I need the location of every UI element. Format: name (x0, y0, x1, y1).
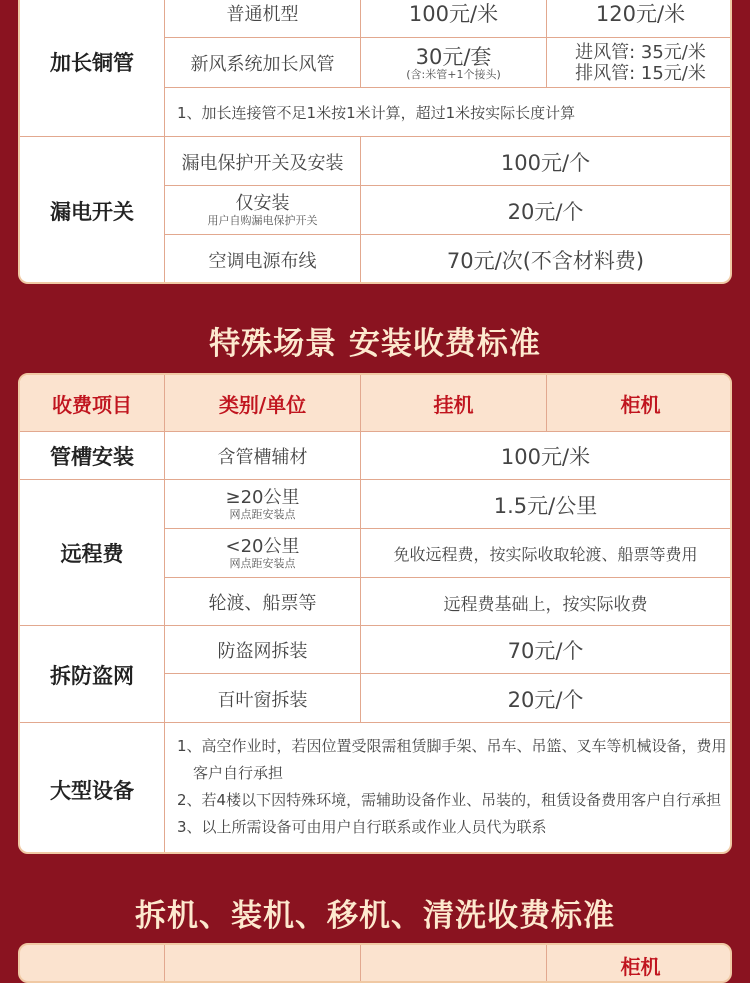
header-item: 收费项目 (52, 392, 132, 417)
table-row (164, 185, 730, 235)
section-title-remove-install: 拆机、装机、移机、清洗收费标准 (135, 898, 615, 934)
table-row (164, 673, 730, 723)
table-row (20, 722, 730, 854)
category-groove: 管槽安装 (50, 445, 134, 469)
category-theft-net: 拆防盗网 (50, 663, 134, 688)
type-label: ≥20公里 (225, 487, 300, 508)
note-line: 2、若4楼以下因特殊环境，需辅助设备作业、吊装的，租赁设备费用客户自行承担 (177, 791, 722, 809)
header-cabinet: 柜机 (546, 375, 732, 431)
price-cell: 20元/个 (360, 186, 730, 235)
type-cell: 含管槽辅材 (164, 432, 360, 480)
type-sublabel: 网点距安装点 (229, 557, 296, 570)
table-row (164, 87, 730, 137)
category-remote: 远程费 (60, 542, 124, 566)
table-row (20, 431, 730, 480)
fresh-price: 30元/套 (415, 44, 492, 69)
type-sublabel: 用户自购漏电保护开关 (207, 214, 318, 227)
type-cell (164, 529, 360, 578)
table-header (20, 375, 730, 431)
extension-fee-table (18, 0, 732, 284)
type-cell: 轮渡、船票等 (164, 578, 360, 626)
type-sublabel: 网点距安装点 (229, 508, 296, 521)
special-scene-fee-table (18, 373, 732, 854)
table-row (164, 234, 730, 284)
intake-duct-price: 进风管: 35元/米 (575, 42, 706, 63)
note-line: 3、以上所需设备可由用户自行联系或作业人员代为联系 (177, 818, 547, 836)
remove-install-fee-table (18, 943, 732, 983)
category-copper: 加长铜管 (50, 51, 134, 75)
header-cabinet: 柜机 (620, 955, 661, 979)
type-cell: 新风系统加长风管 (164, 38, 360, 88)
exhaust-duct-price: 排风管: 15元/米 (575, 63, 706, 84)
table-row (164, 37, 730, 88)
type-cell: 百叶窗拆装 (164, 674, 360, 723)
header-unit: 类别/单位 (164, 375, 360, 431)
type-cell: 空调电源布线 (164, 235, 360, 284)
header-unit (164, 945, 360, 983)
fresh-price-cell (360, 38, 546, 88)
table-row (164, 479, 730, 529)
note-line: 1、高空作业时，若因位置受限需租赁脚手架、吊车、吊篮、叉车等机械设备，费用 (177, 737, 727, 755)
type-label: 仅安装 (235, 193, 290, 214)
equipment-notes (164, 723, 730, 854)
price-cell: 100元/个 (360, 137, 730, 186)
section-title-special: 特殊场景 安装收费标准 (209, 326, 541, 362)
price-cell: 70元/个 (360, 626, 730, 674)
price-cell: 免收远程费，按实际收取轮渡、船票等费用 (360, 529, 730, 578)
price-cell: 100元/米 (360, 432, 730, 480)
price-cell: 70元/次(不含材料费) (360, 235, 730, 284)
table-row (164, 577, 730, 626)
type-cell: 漏电保护开关及安装 (164, 137, 360, 186)
fresh-price-note: (含:米管+1个接头) (406, 67, 501, 81)
price-cell: 1.5元/公里 (360, 480, 730, 529)
table-row (164, 528, 730, 578)
category-breaker: 漏电开关 (50, 200, 134, 224)
table-row (164, 136, 730, 186)
category-equipment: 大型设备 (50, 779, 134, 803)
type-label: <20公里 (225, 536, 300, 557)
type-cell (164, 480, 360, 529)
type-cell: 防盗网拆装 (164, 626, 360, 674)
header-hang: 挂机 (360, 375, 546, 431)
price-cell: 20元/个 (360, 674, 730, 723)
note-line: 客户自行承担 (193, 764, 284, 782)
price-cell: 远程费基础上，按实际收费 (360, 578, 730, 626)
fresh-duct-cell (546, 38, 732, 88)
type-cell (164, 186, 360, 235)
cabinet-price-cell: 120元/米 (546, 0, 732, 37)
copper-note: 1、加长连接管不足1米按1米计算，超过1米按实际长度计算 (164, 88, 730, 137)
header-hang (360, 945, 546, 983)
type-cell: 普通机型 (164, 0, 360, 37)
table-row (164, 625, 730, 674)
hang-price-cell: 100元/米 (360, 0, 546, 37)
